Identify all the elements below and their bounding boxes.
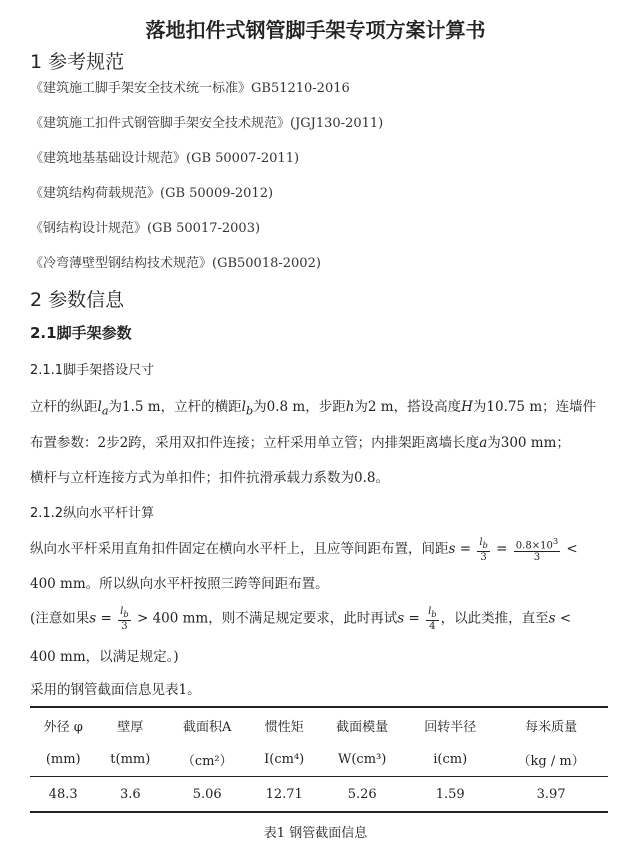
paragraph-line: 横杆与立杆连接方式为单扣件；扣件抗滑承载力系数为0.8。 (30, 470, 389, 486)
paragraph-line: 布置参数：2步2跨，采用双扣件连接；立杆采用单立管；内排架距离墙长度a为300 mm； (30, 435, 570, 451)
table-header-cell: 截面积A (164, 707, 250, 742)
table-unit-cell: （kg / m） (517, 753, 585, 769)
section-heading-parameters: 2 参数信息 (30, 289, 125, 311)
reference-item: 《钢结构设计规范》(GB 50017-2003) (30, 221, 261, 236)
fraction: $\frac{l_b}{4}$ (428, 606, 437, 632)
document-title: 落地扣件式钢管脚手架专项方案计算书 (145, 18, 486, 42)
paragraph-line: 400 mm，以满足规定。) (30, 649, 179, 665)
table-unit-cell: i(cm) (433, 751, 468, 767)
table-header-cell: 截面模量 (318, 707, 406, 742)
table-cell: 12.71 (250, 777, 318, 813)
paragraph-line: 采用的钢管截面信息见表1。 (30, 682, 201, 698)
table-header-row (30, 707, 608, 742)
steel-pipe-section-table (30, 706, 608, 813)
reference-item: 《建筑结构荷载规范》(GB 50009-2012) (30, 186, 274, 201)
fraction: $\frac{l_b}{3}$ (120, 606, 129, 632)
table-caption: 表1 钢管截面信息 (263, 826, 368, 841)
reference-item: 《冷弯薄壁型钢结构技术规范》(GB50018-2002) (30, 256, 321, 271)
table-unit-cell: I(cm⁴) (264, 751, 305, 767)
paragraph-line: (注意如果s = $\frac{l_b}{3}$ > 400 mm，则不满足规定要求，此时再试s = $\frac{l_b}{4}$ ，以此类推，直至s < (30, 606, 572, 632)
table-unit-cell: t(mm) (110, 751, 151, 767)
table-cell: 5.06 (164, 777, 250, 813)
table-unit-cell: (mm) (45, 751, 81, 767)
table-unit-row (30, 742, 608, 777)
reference-item: 《建筑地基基础设计规范》(GB 50007-2011) (30, 151, 300, 166)
table-cell: 3.6 (96, 777, 164, 813)
paragraph-line: 400 mm。所以纵向水平杆按照三跨等间距布置。 (30, 576, 329, 592)
reference-item: 《建筑施工脚手架安全技术统一标准》GB51210-2016 (30, 81, 350, 96)
table-cell: 3.97 (494, 777, 608, 813)
table-header-cell: 回转半径 (406, 707, 494, 742)
subsection-heading: 2.1.1脚手架搭设尺寸 (30, 363, 155, 378)
table-cell: 1.59 (406, 777, 494, 813)
subsection-heading: 2.1.2纵向水平杆计算 (30, 506, 155, 521)
section-heading-references: 1 参考规范 (30, 51, 125, 73)
paragraph-line: 纵向水平杆采用直角扣件固定在横向水平杆上，且应等间距布置，间距s = $\frac{l_b}{3}$ = $\frac{0.8\times 10^3}{3}$ < (30, 536, 578, 564)
table-cell: 5.26 (318, 777, 406, 813)
table-unit-cell: W(cm³) (338, 751, 387, 767)
table-unit-cell: （cm²） (181, 753, 233, 769)
subsection-heading: 2.1脚手架参数 (30, 324, 132, 342)
fraction: $\frac{0.8\times 10^3}{3}$ (515, 536, 559, 564)
table-header-cell: 每米质量 (494, 707, 608, 742)
fraction: $\frac{l_b}{3}$ (479, 536, 488, 563)
table-header-cell: 壁厚 (96, 707, 164, 742)
reference-item: 《建筑施工扣件式钢管脚手架安全技术规范》(JGJ130-2011) (30, 116, 384, 131)
table-cell: 48.3 (30, 777, 96, 813)
table-row (30, 777, 608, 813)
table-header-cell: 外径 φ (30, 707, 96, 742)
table-header-cell: 惯性矩 (250, 707, 318, 742)
paragraph-line: 立杆的纵距$l_a$为1.5 m，立杆的横距$l_b$为0.8 m，步距h为2 m，搭设高度H为10.75 m；连墙件 (30, 399, 597, 418)
